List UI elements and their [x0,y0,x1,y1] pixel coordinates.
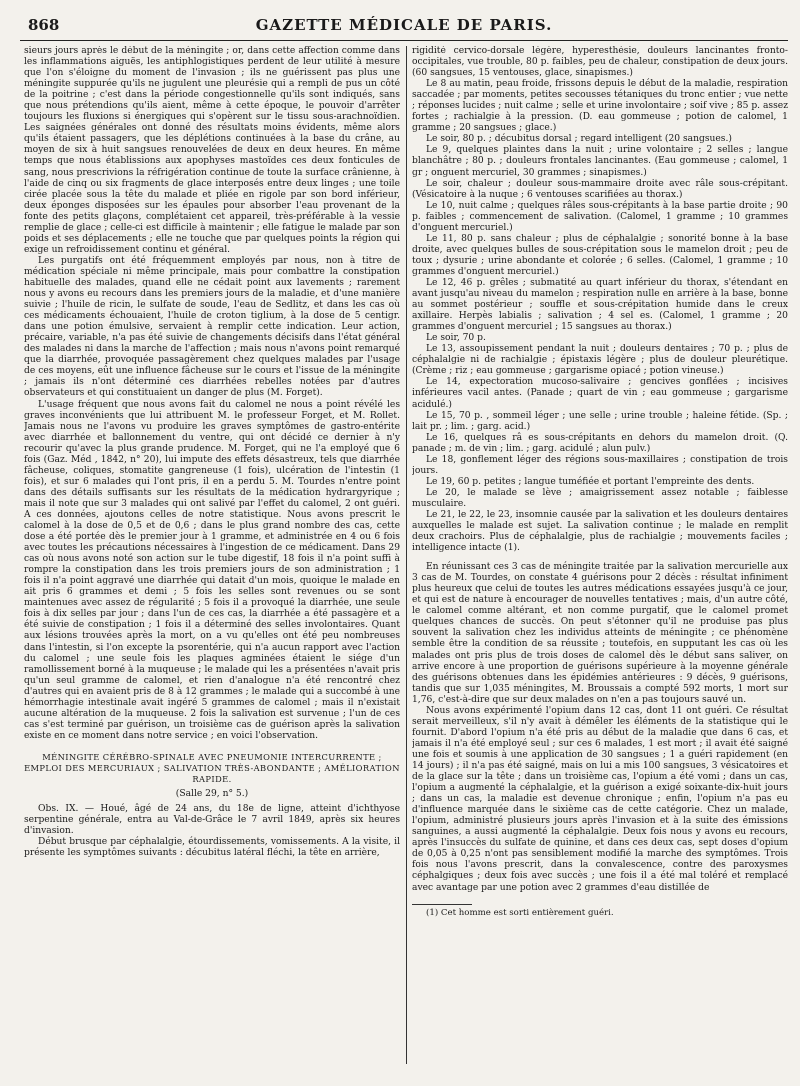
case-entry: Le 21, le 22, le 23, insomnie causée par la salivation et les douleurs dentaires auxquelles le malade est sujet. La salivation continue ; le malade en remplit deux crachoirs. Plus de céphalalgie, plus de rachialgie ; mouvements faciles ; intelligence intacte (1). [412,509,788,554]
case-entry: Le 9, quelques plaintes dans la nuit ; urine volontaire ; 2 selles ; langue blanchâtre ; 80 p. ; douleurs frontales lancinantes. (Eau gommeuse ; calomel, 1 gr ; onguent mercuriel, 30 grammes ; sinapismes.) [412,145,788,178]
case-heading: MÉNINGITE CÉRÉBRO-SPINALE AVEC PNEUMONIE INTERCURRENTE ; EMPLOI DES MERCURIAUX ; SALIVATION TRÈS-ABONDANTE ; AMÉLIORATION RAPIDE. [24,751,400,785]
observation-paragraph: Début brusque par céphalalgie, étourdissements, vomissements. A la visite, il présente les symptômes suivants : décubitus latéral fléchi, la tête en arrière, [24,837,400,859]
case-entry: Le 13, assoupissement pendant la nuit ; douleurs dentaires ; 70 p. ; plus de céphalalgie ni de rachialgie ; épistaxis légère ; plus de douleur pleurétique. (Crème ; riz ; eau gommeuse ; gargarisme opiacé ; potion vineuse.) [412,344,788,377]
two-column-body [20,46,788,1074]
footnote-rule [412,904,472,905]
case-entry: Le 14, expectoration mucoso-salivaire ; gencives gonflées ; incisives inférieures vacil antes. (Panade ; quart de vin ; eau gommeuse ; gargarisme acidulé.) [412,377,788,410]
discussion-paragraph: Nous avons expérimenté l'opium dans 12 cas, dont 11 ont guéri. Ce résultat serait merveilleux, s'il n'y avait à démêler les éléments de la statistique qui le fournit. D'abord l'opium n'a été pris au début de la maladie que dans 6 cas, et jamais il n'a été employé seul ; sur ces 6 malades, 1 est mort ; il avait été saigné une fois et soumis à une application de 30 sangsues ; 1 a guéri rapidement (en 14 jours) ; il n'a pas été saigné, mais on lui a mis 100 sangsues, 3 vésicatoires et de la glace sur la tête ; dans un troisième cas, l'opium a été vomi ; dans un cas, l'opium a augmenté la céphalalgie, et la guérison a exigé soixante-dix-huit jours ; dans un cas, la maladie est devenue chronique ; enfin, l'opium n'a pas eu d'influence marquée dans le sixième cas de cette catégorie. Chez un malade, l'opium, administré plusieurs jours après l'invasion et à la suite des émissions sanguines, a aussi augmenté la céphalalgie. Deux fois nous y avons eu recours, après l'insuccès du sulfate de quinine, et dans ces deux cas, sept doses d'opium de 0,05 à 0,25 n'ont pas sensiblement modifié la marche des symptômes. Trois fois nous l'avons prescrit, dans la convalescence, contre des paroxysmes céphalgiques ; deux fois avec succès ; une fois il a été mal toléré et remplacé avec avantage par une potion avec 2 grammes d'eau distillée de [412,705,788,893]
case-entry: Le soir, 80 p. ; décubitus dorsal ; regard intelligent (20 sangsues.) [426,134,732,145]
page-header [20,14,788,41]
case-entry: Le 16, quelques râ es sous-crépitants en dehors du mamelon droit. (Q. panade ; m. de vin ; lim. ; garg. acidulé ; alun pulv.) [412,432,788,454]
observation-paragraph: Obs. IX. — Houé, âgé de 24 ans, du 18e de ligne, atteint d'ichthyose serpentine générale, entra au Val-de-Grâce le 7 avril 1849, après six heures d'invasion. [24,804,400,837]
paragraph: L'usage fréquent que nous avons fait du calomel ne nous a point révélé les graves inconvénients que lui attribuent M. le professeur Forget, et M. Rollet. Jamais nous ne l'avons vu produire les graves symptômes de gastro-entérite avec diarrhée et ballonnement du ventre, qui ont décidé ce dernier à n'y recourir qu'avec la plus grande prudence. M. Forget, qui ne l'a employé que 6 fois (Gaz. Méd , 1842, n° 20), lui impute des effets désastreux, tels que diarrhée fâcheuse, coliques, stomatite gangreneuse (1 fois), ulcération de l'intestin (1 fois), et sur 6 malades qui l'ont pris, il en a perdu 5. M. Tourdes n'entre point dans des détails suffisants sur les résultats de la médication hydrargyrique ; mais il note que sur 3 malades qui ont salivé par l'effet du calomel, 2 ont guéri. A ces données, ajoutons celles de notre statistique. Nous avons prescrit le calomel à la dose de 0,5 et de 0,6 ; dans le plus grand nombre des cas, cette dose a été portée dès le premier jour à 1 gramme, et administrée en 4 ou 6 fois avec toutes les précautions nécessaires à l'ingestion de ce médicament. Dans 29 cas où nous avons noté son action sur le tube digestif, 18 fois il n'a point suffi à rompre la constipation dans les trois premiers jours de son administration ; 1 fois il n'a point aggravé une diarrhée qui datait d'un mois, quoique le malade en ait pris 6 grammes et demi ; 5 fois les selles sont revenues ou se sont maintenues avec assez de régularité ; 5 fois il a provoqué la diarrhée, une seule fois à dix selles par jour ; dans l'un de ces cas, la diarrhée a été passagère et a été suivie de constipation ; 1 fois il a déterminé des selles involontaires. Quant aux lésions trouvées après la mort, on a vu qu'elles ont été peu nombreuses dans l'intestin, si l'on excepte la psorentérie, qui n'a aucun rapport avec l'action du calomel ; une seule fois les plaques agminées étaient le siége d'un ramollissement borné à la muqueuse ; le malade qui les a présentées n'avait pris qu'un seul gramme de calomel, et rien d'analogue n'a été rencontré chez d'autres qui en avaient pris de 8 à 12 grammes ; le malade qui a succombé à une hémorrhagie intestinale avait ingéré 5 grammes de calomel ; mais il n'existait aucune altération de la muqueuse. 2 fois la salivation est survenue ; l'un de ces cas s'est terminé par guérison, un troisième cas de guérison après la salivation existe en ce moment dans notre service ; en voici l'observation. [24,399,400,741]
ward-reference: (Salle 29, n° 5.) [175,789,249,800]
case-entry: Le 20, le malade se lève ; amaigrissement assez notable ; faiblesse musculaire. [412,487,788,509]
paragraph: sieurs jours après le début de la méningite ; or, dans cette affection comme dans les inflammations aiguës, les antiphlogistiques perdent de leur utilité à mesure que l'on s'éloigne du moment de l'invasion ; ils ne guérissent pas plus une méningite suppurée qu'ils ne jugulent une pleurésie qui a rempli de pus un côté de la poitrine ; c'est dans la période congestionnelle qu'ils sont indiqués, sans que nous prétendions qu'ils aient, même à cette époque, le pouvoir d'arrêter toujours les fluxions si énergiques qui s'opèrent sur le tissu sous-arachnoïdien. Les saignées générales ont donné des résultats moins évidents, même alors qu'ils étaient passagers, que les déplétions continuées à la base du crâne, au moyen de six à huit sangsues renouvelées de deux en deux heures. En même temps que nous établissions aux apophyses mastoïdes ces deux fonticules de sang, nous prescrivions la réfrigération continue de toute la surface crânienne, à l'aide de cinq ou six fragments de glace interposés entre deux linges ; une toile cirée placée sous la tête du malade et pliée en rigole par son bord inférieur, deux éponges disposées sur les épaules pour absorber l'eau provenant de la fonte des petits glaçons, complétaient cet appareil, très-préférable à la vessie remplie de glace ; celle-ci est difficile à maintenir ; elle fatigue le malade par son poids et ses déplacements ; elle ne touche que par quelques points la région qui exige un refroidissement continu et général. [24,46,400,255]
discussion-paragraph: En réunissant ces 3 cas de méningite traitée par la salivation mercurielle aux 3 cas de M. Tourdes, on constate 4 guérisons pour 2 décès : résultat infiniment plus heureux que celui de toutes les autres médications essayées jusqu'à ce jour, et qui est de nature à encourager de nouvelles tentatives ; mais, d'un autre côté, le calomel comme altérant, et non comme purgatif, que le calomel promet quelques chances de succès. On peut s'étonner qu'il ne produise pas plus souvent la salivation chez les individus atteints de méningite ; ce phénomène semble être la condition de sa réussite ; toutefois, en supputant les cas où les malades ont pris plus de trois doses de calomel dès le début sans saliver, on arrive encore à une proportion de guérisons supérieure à la moyenne générale des guérisons obtenues dans les épidémies antérieures : 9 décès, 9 guérisons, tandis que sur 1,035 méningites, M. Broussais a compté 592 morts, 1 mort sur 1,76, c'est-à-dire que sur deux malades on n'en a pas toujours sauvé un. [412,562,788,705]
journal-title: GAZETTE MÉDICALE DE PARIS. [255,16,553,34]
case-entry: Le 19, 60 p. petites ; langue tuméfiée et portant l'empreinte des dents. [426,476,755,487]
right-column [412,46,788,1074]
page-number: 868 [28,16,60,34]
case-entry: Le 15, 70 p. , sommeil léger ; une selle ; urine trouble ; haleine fétide. (Sp. ; lait pr. ; lim. ; garg. acid.) [412,410,788,432]
case-entry: rigidité cervico-dorsale légère, hyperesthésie, douleurs lancinantes fronto-occipitales, vue trouble, 80 p. faibles, peu de chaleur, constipation de deux jours. (60 sangsues, 15 ventouses, glace, sinapismes.) [412,46,788,79]
footnote: (1) Cet homme est sorti entièrement guéri. [426,907,614,918]
case-entry: Le 12, 46 p. grêles ; submatité au quart inférieur du thorax, s'étendant en avant jusqu'au niveau du mamelon ; respiration nulle en arrière à la base, bonne au sommet postérieur ; souffle et sous-crépitation humide dans le creux axillaire. Herpès labialis ; salivation ; 4 sel es. (Calomel, 1 gramme ; 20 grammes d'onguent mercuriel ; 15 sangsues au thorax.) [412,277,788,333]
journal-page [20,14,788,1074]
column-divider [406,46,407,1064]
paragraph: Les purgatifs ont été fréquemment employés par nous, non à titre de médication spéciale ni même principale, mais pour combattre la constipation habituelle des malades, quand elle ne cédait point aux lavements ; rarement nous y avons eu recours dans les premiers jours de la maladie, et d'une manière suivie ; l'huile de ricin, le sulfate de soude, l'eau de Sedlitz, et dans les cas où ces médicaments échouaient, l'huile de croton tiglium, à la dose de 5 centigr. dans une potion émulsive, servaient à remplir cette indication. Leur action, précaire, variable, n'a pas été suivie de changements décisifs dans l'état général des malades ni dans la marche de l'affection ; mais nous n'avons point remarqué que la diarrhée, provoquée passagèrement chez quelques malades par l'usage de ces moyens, eût une influence fâcheuse sur le cours et l'issue de la méningite ; jamais ils n'ont déterminé ces diarrhées rebelles notées par d'autres observateurs et qui constituaient un danger de plus (M. Forget). [24,255,400,399]
case-entry: Le 18, gonflement léger des régions sous-maxillaires ; constipation de trois jours. [412,454,788,476]
left-column [24,46,400,1074]
case-entry: Le 11, 80 p. sans chaleur ; plus de céphalalgie ; sonorité bonne à la base droite, avec quelques bulles de sous-crépitation sous le mamelon droit ; peu de toux ; dysurie ; urine abondante et colorée ; 6 selles. (Calomel, 1 gramme ; 10 grammes d'onguent mercuriel.) [412,233,788,277]
case-entry: Le 8 au matin, peau froide, frissons depuis le début de la maladie, respiration saccadée ; par moments, petites secousses tétaniques du tronc entier ; vue nette ; réponses lucides ; nuit calme ; selle et urine involontaire ; soif vive ; 85 p. assez fortes ; rachialgie à la pression. (D. eau gommeuse ; potion de calomel, 1 gramme ; 20 sangsues ; glace.) [412,79,788,134]
case-entry: Le 10, nuit calme ; quelques râles sous-crépitants à la base partie droite ; 90 p. faibles ; commencement de salivation. (Calomel, 1 gramme ; 10 grammes d'onguent mercuriel.) [412,200,788,233]
case-entry: Le soir, 70 p. [426,333,486,344]
case-entry: Le soir, chaleur ; douleur sous-mammaire droite avec râle sous-crépitant. (Vésicatoire à la nuque ; 6 ventouses scarifiées au thorax.) [412,178,788,200]
